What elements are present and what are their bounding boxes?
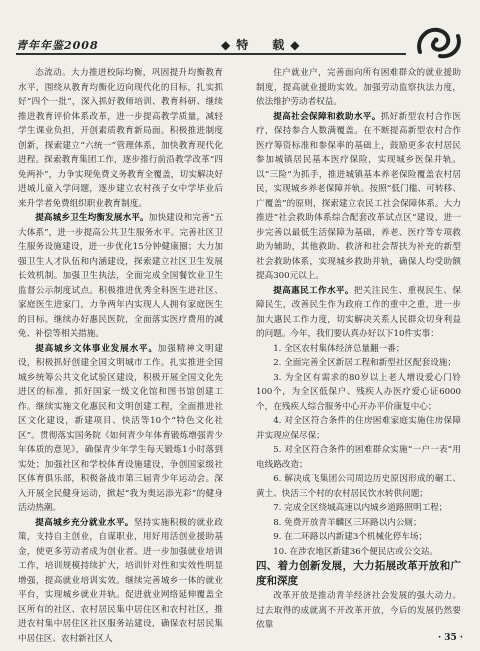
paragraph: 态流动。大力推进校际均衡，巩固提升均衡教育水平，围绕从教育均衡化迈向现代化的目标，扎实抓好“四个一批”，深入抓好教师培训、教育科研、继续推进教育评价体系改革，进一步提高教学质量，减轻学生课业负担，开创素质教育新局面。积极推进制度创新，探索建立“六统一”管理体系，加快教育现代化进程。探索教育集团工作，逐步推行前沿教学改革“四免两补”，力争实现免费义务教育全覆盖，切实解决好进城儿童入学问题，逐步建立农村孩子女中学毕业后来升学者免费组织职业教育制度。	[18, 68, 223, 209]
list-item: 7. 完成全区绕城高速以内城乡道路照明工程；	[273, 503, 448, 513]
paragraph: 提高城乡卫生均衡发展水平。加快建设和完善“五大体系”，进一步提高公共卫生服务水平。完善社区卫生服务设施建设，进一步优化15分钟健康圈；大力加强卫生人才队伍和内涵建设，探索建立社区卫生发展长效机制。加强卫生执法，全面完成全国餐饮业卫生监督公示制度试点。积极推进优秀全科医生进社区、家庭医生进家门，力争两年内实现人人拥有家庭医生的目标。继续办好惠民医院，全面落实医疗费用的减免、补偿等相关措施。	[18, 213, 223, 339]
list-item: 2. 全面完善全区新居工程和新型社区配套设施；	[273, 358, 456, 368]
tasks-list	[256, 342, 461, 560]
section-heading: 四、着力创新发展，大力拓展改革开放和广度和深度	[256, 560, 461, 587]
list-item: 10. 在涉农地区新建36个便民店或公交站。	[273, 546, 439, 557]
paragraph-lead: 提高城乡文体事业发展水平。	[35, 343, 158, 354]
list-item: 6. 解决成飞集团公司周边历史原因形成的碾工、黄土、快活三个村的农村居民饮水转供问题；	[256, 474, 461, 499]
list-item: 1. 全区农村集体经济总量翻一番；	[273, 343, 405, 354]
paragraph: 改革开放是推动青羊经济社会发展的强大动力。过去取得的成就离不开改革开放，今后的发展仍然要依靠	[256, 591, 461, 630]
yearbook-logo-icon	[412, 22, 464, 62]
paragraph: 提高惠民工作水平。把关注民生、重视民生、保障民生，改善民生作为政府工作的重中之重，进一步加大惠民工作力度，切实解决关系人民群众切身利益的问题。今年，我们要认真办好以下10件实事：	[256, 285, 461, 339]
list-item: 3. 为全区有需求的80岁以上老人增设爱心门铃100个，为全区低保户、残疾人办医疗爱心证6000个，在残疾人综合服务中心开办平价康复中心；	[256, 372, 461, 412]
list-item: 9. 在二环路以内新建3个机械化停车场；	[273, 532, 428, 542]
paragraph-lead: 提高城乡卫生均衡发展水平。	[35, 213, 149, 223]
paragraph: 提高城乡文体事业发展水平。加强精神文明建设，积极抓好创建全国文明城市工作。扎实推进全国城乡统筹公共文化试验区建设，积极开展全国文化先进区的标准，抓好国家一级文化馆和图书馆创建工作。继续实施文化惠民和文明创建工程，全面推进社区文化建设，新建项目、快活等10个“特色文化社区”。贯彻落实国务院《如何青少年体育锻炼增强青少年体质的意见》，确保青少年学生每天锻炼1小时落到实处；加强社区和学校体育设施建设，争创国家级社区体育俱乐部，积极备战市第三届青少年运动会。深入开展全民健身运动，掀起“我为奥运添光彩”的健身活动热潮。	[18, 343, 223, 513]
page-header	[0, 0, 480, 54]
section-label: ◆特 载◆	[221, 38, 306, 52]
list-item: 8. 免费开放青羊麟区三环路以内公厕；	[273, 517, 422, 528]
left-column	[18, 66, 223, 644]
page-number: · 35 ·	[438, 633, 464, 643]
right-column	[256, 66, 461, 631]
paragraph-lead: 提高城乡充分就业水平。	[35, 517, 134, 528]
paragraph: 提高城乡充分就业水平。坚持实施积极的就业政策，支持自主创业，自谋职业，用好用活创业援助基金，使更多劳动者成为创业者。进一步加强就业培训工作，培训规模持续扩大，培训针对性和实效性明显增强，提高就业培训实效。继续完善城乡一体的就业平台，实现城乡就业并轨。促进就业网络延伸覆盖全区所有的社区、农村居民集中居住区和农村社区，推进农村集中居住区社区服务站建设，确保农村居民集中居住区、农村新社区人	[18, 517, 223, 644]
list-item: 4. 对全区符合条件的住房困难家庭实施住房保障并实现应保尽保；	[256, 416, 461, 441]
yearbook-title: 青年年鉴2008	[16, 39, 99, 52]
paragraph-lead: 提高社会保障和救助水平。	[273, 111, 381, 122]
paragraph-lead: 提高惠民工作水平。	[273, 285, 354, 296]
header-rule	[16, 53, 406, 55]
paragraph: 提高社会保障和救助水平。抓好新型农村合作医疗，保持参合人数满覆盖。在不断提高新型农村合作医疗筹资标准和参保率的基础上，鼓励更多农村居民参加城镇居民基本医疗保险，实现城乡医保并轨。以“三险”为抓手，推进城镇基本养老保险覆盖农村居民，实现城乡养老保障并轨。按照“低门槛、可转移、广覆盖”的原则，探索建立农民工社会保障体系。大力推进“社会救助体系综合配套改革试点区”建设，进一步完善以最低生活保障为基础，养老、医疗等专项救助为辅助，其他救助、救济和社会帮扶为补充的新型社会救助体系，实现城乡救助并轨，确保人均受助额提高300元以上。	[256, 111, 461, 281]
list-item: 5. 对全区符合条件的困难群众实施“一户一表”用电线路改造；	[256, 445, 461, 470]
paragraph: 住户就业户，完善面向所有困难群众的就业援助制度，提高就业援助实效。加强劳动监察执法力度，依法维护劳动者权益。	[256, 68, 461, 107]
